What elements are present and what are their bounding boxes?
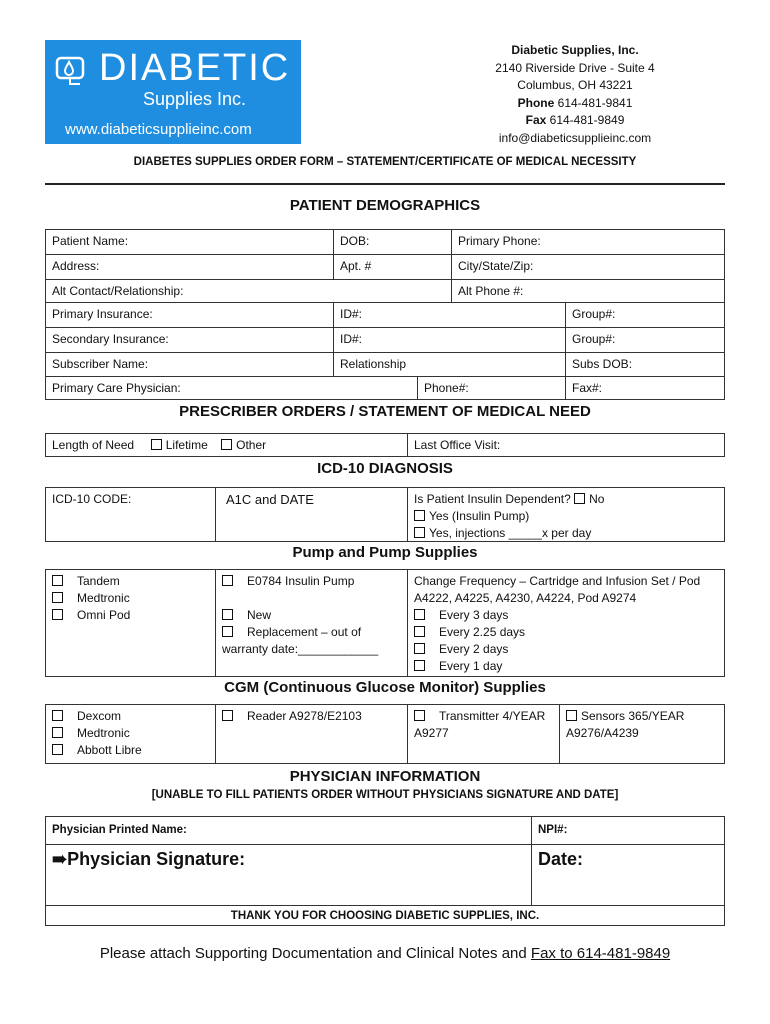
cgm-brands [46,705,216,763]
length-of-need [46,434,408,456]
dexcom-checkbox[interactable] [52,710,63,721]
e0784-label: E0784 Insulin Pump [247,574,355,588]
secondary-group-field[interactable]: Group#: [566,328,724,353]
omnipod-label: Omni Pod [77,608,131,622]
section-cgm-title: CGM (Continuous Glucose Monitor) Supplies [224,679,546,696]
icd-table [45,487,725,542]
e0784-checkbox[interactable] [222,575,233,586]
dexcom-label: Dexcom [77,709,122,723]
divider [45,183,725,185]
warranty-date-field[interactable]: warranty date:____________ [222,642,379,656]
every-2-days-checkbox[interactable] [414,643,425,654]
physician-signature-field[interactable] [46,845,532,906]
alt-phone-field[interactable]: Alt Phone #: [452,280,724,303]
lifetime-checkbox[interactable] [151,439,162,450]
section-prescriber-title: PRESCRIBER ORDERS / STATEMENT OF MEDICAL NEED [179,403,591,420]
physician-printed-name-field[interactable]: Physician Printed Name: [46,817,532,845]
footer-note [45,945,725,962]
insulin-injections-checkbox[interactable] [414,527,425,538]
sensors-label: Sensors 365/YEAR [581,709,685,723]
pcp-phone-field[interactable]: Phone#: [418,377,566,400]
replacement-label: Replacement – out of [247,625,362,639]
section-physician-title: PHYSICIAN INFORMATION [289,768,481,785]
pump-brands [46,570,216,676]
medtronic-cgm-checkbox[interactable] [52,727,63,738]
company-fax: 614-481-9849 [549,113,625,127]
new-pump-checkbox[interactable] [222,609,233,620]
sensors-code: A9276/A4239 [566,726,639,740]
cgm-transmitter [408,705,560,763]
physician-table [45,816,725,926]
physician-notice: [UNABLE TO FILL PATIENTS ORDER WITHOUT PHYSICIANS SIGNATURE AND DATE] [151,789,619,801]
section-demographics-title: PATIENT DEMOGRAPHICS [289,197,481,214]
replacement-checkbox[interactable] [222,626,233,637]
tandem-checkbox[interactable] [52,575,63,586]
dob-field[interactable]: DOB: [334,230,452,255]
company-address1: 2140 Riverside Drive - Suite 4 [495,60,655,75]
logo-name: DIABETIC [99,47,291,89]
alt-contact-field[interactable]: Alt Contact/Relationship: [46,280,452,303]
abbott-libre-checkbox[interactable] [52,744,63,755]
reader-label: Reader A9278/E2103 [247,709,362,723]
every-2-days-label: Every 2 days [439,642,509,656]
pcp-field[interactable]: Primary Care Physician: [46,377,418,400]
signature-label: Physician Signature: [67,849,246,869]
lifetime-label: Lifetime [165,438,208,452]
every-3-days-checkbox[interactable] [414,609,425,620]
secondary-insurance-field[interactable]: Secondary Insurance: [46,328,334,353]
transmitter-code: A9277 [414,726,449,740]
new-pump-label: New [247,608,272,622]
transmitter-label: Transmitter 4/YEAR [439,709,546,723]
cgm-sensors [560,705,724,763]
insulin-question: Is Patient Insulin Dependent? [414,492,571,506]
medtronic-pump-checkbox[interactable] [52,592,63,603]
change-frequency [408,570,724,676]
fax-label: Fax [525,113,547,127]
sensors-checkbox[interactable] [566,710,577,721]
a1c-field[interactable]: A1C and DATE [216,488,408,541]
length-label: Length of Need [52,438,135,452]
insulin-dependent [408,488,724,541]
cgm-reader [216,705,408,763]
subscriber-name-field[interactable]: Subscriber Name: [46,353,334,377]
arrow-right-icon: ➠ [52,849,68,869]
tandem-label: Tandem [77,574,120,588]
icd-code-field[interactable]: ICD-10 CODE: [46,488,216,541]
medtronic-cgm-label: Medtronic [77,726,130,740]
change-frequency-label: Change Frequency – Cartridge and Infusion Set / Pod A4222, A4225, A4230, A4224, Pod A9274 [414,574,701,605]
company-info [470,42,680,147]
relationship-field[interactable]: Relationship [334,353,566,377]
form-title: DIABETES SUPPLIES ORDER FORM – STATEMENT/CERTIFICATE OF MEDICAL NECESSITY [133,156,637,168]
every-2-25-days-checkbox[interactable] [414,626,425,637]
company-email: info@diabeticsupplieinc.com [498,130,652,145]
logo-mark-icon [55,50,89,90]
primary-group-field[interactable]: Group#: [566,303,724,328]
subs-dob-field[interactable]: Subs DOB: [566,353,724,377]
patient-name-field[interactable]: Patient Name: [46,230,334,255]
every-3-days-label: Every 3 days [439,608,509,622]
fax-link[interactable]: Fax to 614-481-9849 [530,945,671,962]
date-field[interactable] [532,845,724,906]
last-visit-field[interactable]: Last Office Visit: [414,438,501,452]
company-address2: Columbus, OH 43221 [517,78,633,92]
transmitter-checkbox[interactable] [414,710,425,721]
medtronic-pump-label: Medtronic [77,591,130,605]
apt-field[interactable]: Apt. # [334,255,452,280]
company-phone: 614-481-9841 [557,95,633,110]
city-state-zip-field[interactable]: City/State/Zip: [452,255,724,280]
logo-url: www.diabeticsupplieinc.com [65,121,252,138]
every-1-day-checkbox[interactable] [414,660,425,671]
primary-insurance-field[interactable]: Primary Insurance: [46,303,334,328]
primary-id-field[interactable]: ID#: [334,303,566,328]
insulin-no-checkbox[interactable] [574,493,585,504]
footer-text: Please attach Supporting Documentation and Clinical Notes and [99,945,531,962]
thank-you-note: THANK YOU FOR CHOOSING DIABETIC SUPPLIES, INC. [230,910,540,922]
pump-table [45,569,725,677]
other-checkbox[interactable] [221,439,232,450]
omnipod-checkbox[interactable] [52,609,63,620]
phone-label: Phone [517,95,555,110]
address-field[interactable]: Address: [46,255,334,280]
section-icd-title: ICD-10 DIAGNOSIS [317,460,453,477]
pump-type [216,570,408,676]
every-2-25-days-label: Every 2.25 days [439,625,526,639]
demographics-table [45,229,725,400]
cgm-table [45,704,725,764]
company-name: Diabetic Supplies, Inc. [511,43,639,57]
reader-checkbox[interactable] [222,710,233,721]
company-logo [45,40,301,144]
date-label: Date: [538,849,584,869]
other-label: Other [236,438,267,452]
section-pump-title: Pump and Pump Supplies [292,544,478,561]
logo-sub: Supplies Inc. [143,89,247,109]
prescriber-table [45,433,725,457]
abbott-libre-label: Abbott Libre [77,743,142,757]
insulin-no-label: No [589,492,605,506]
pcp-fax-field[interactable]: Fax#: [572,381,603,395]
insulin-pump-label: Yes (Insulin Pump) [429,509,530,523]
insulin-pump-checkbox[interactable] [414,510,425,521]
primary-phone-field[interactable]: Primary Phone: [452,230,724,255]
every-1-day-label: Every 1 day [439,659,503,673]
insulin-injections-label: Yes, injections _____x per day [429,526,592,540]
secondary-id-field[interactable]: ID#: [334,328,566,353]
npi-field[interactable]: NPI#: [532,817,724,845]
